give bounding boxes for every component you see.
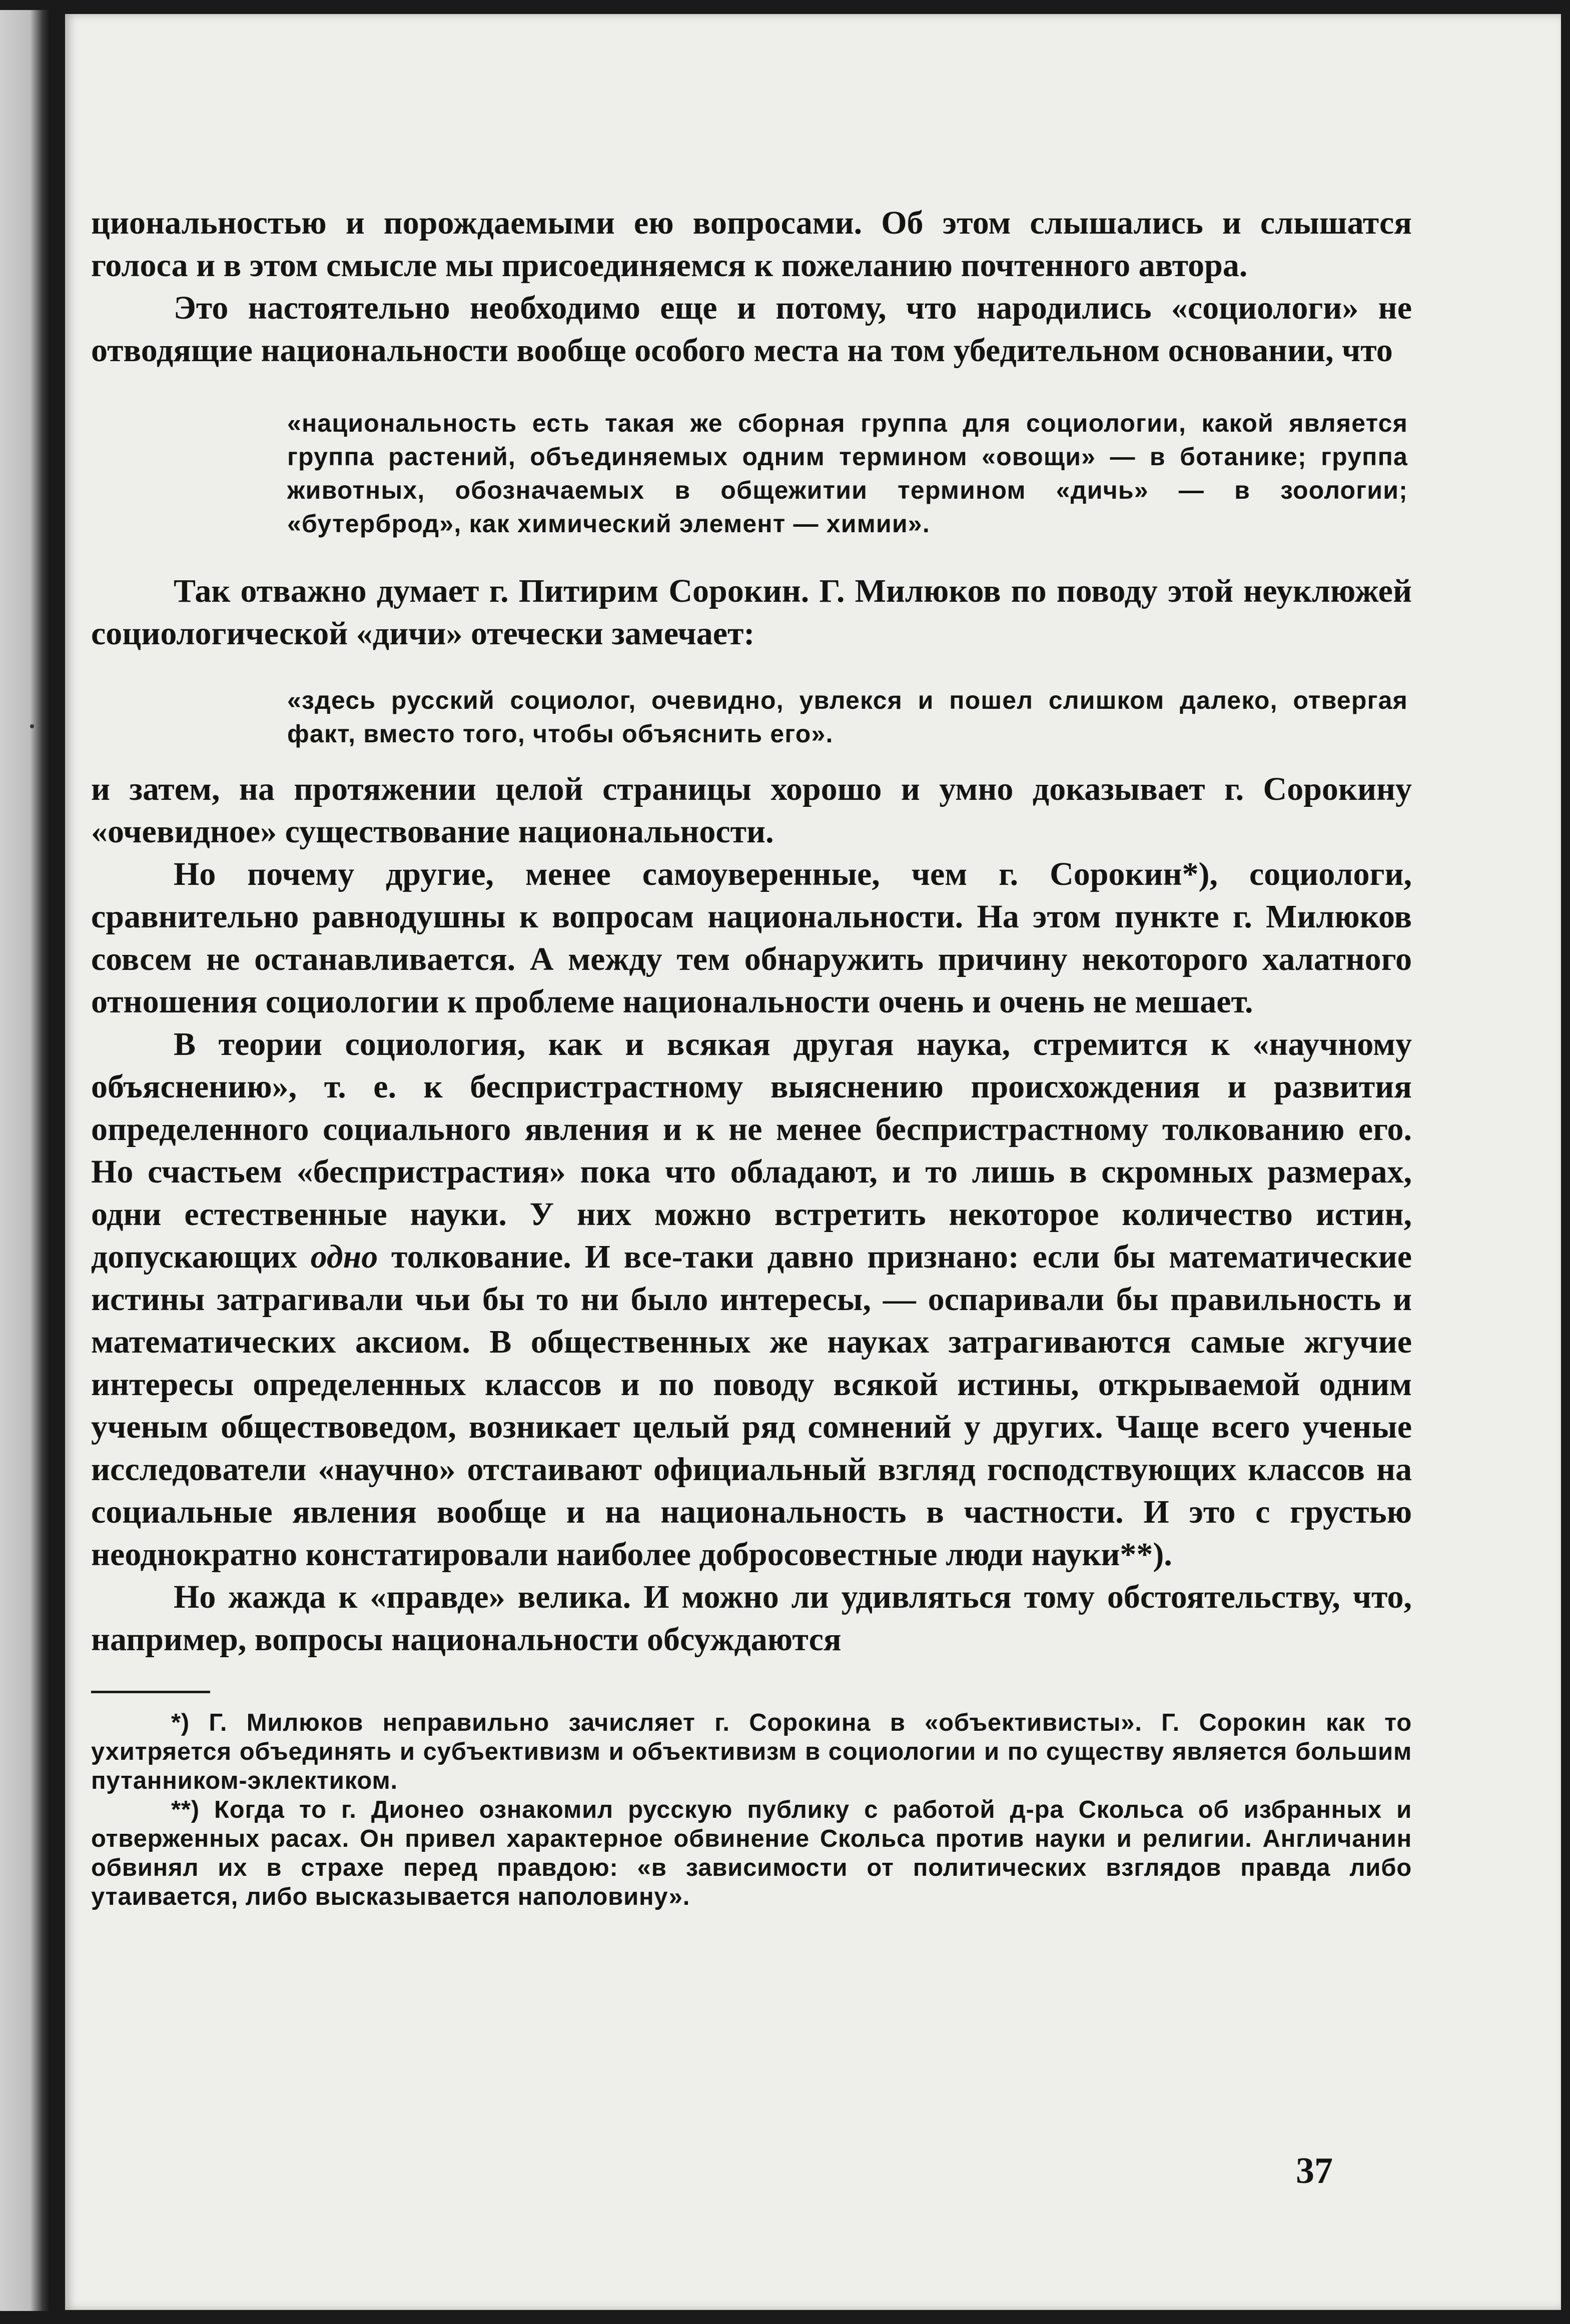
book-page: [65, 14, 1561, 2310]
paragraph-theory: [91, 1023, 1412, 1576]
paragraph-proof: и затем, на протяжении целой страницы хорошо и умно доказывает г. Сорокину «очевидное» существование национальности.: [91, 771, 1412, 850]
footnote-separator: [91, 1691, 210, 1693]
emphasis-odno: одно: [310, 1239, 378, 1275]
paragraph-indifference: Но почему другие, менее самоуверенные, чем г. Сорокин*), социологи, сравнительно равнодушны к вопросам национальности. На этом пункте г. Милюков совсем не останавливается. А между тем обнаружить причину некоторого халатного отношения социологии к проблеме национальности очень и очень не мешает.: [91, 856, 1412, 1020]
footnote-1: *) Г. Милюков неправильно зачисляет г. Сорокина в «объективисты». Г. Сорокин как то ухитряется объединять и субъективизм и объективизм в социологии и по существу является большим путанником-эклектиком.: [91, 1709, 1412, 1794]
paragraph-truth: Но жажда к «правде» велика. И можно ли удивляться тому обстоятельству, что, например, вопросы национальности обсуждаются: [91, 1579, 1412, 1658]
footnote-2: **) Когда то г. Дионео ознакомил русскую публику с работой д-ра Скольса об избранных и отверженных расах. Он привел характерное обвинение Скольса против науки и религии. Англичанин обвинял их в страхе перед правдою: «в зависимости от политических взглядов правда либо утаивается, либо высказывается наполовину».: [91, 1796, 1412, 1910]
left-page-edge: [0, 10, 50, 2311]
theory-text-end: толкование. И все-таки давно признано: если бы математические истины затрагивали чьи бы то ни было интересы, — оспаривали бы правильность и математических аксиом. В общественных же науках затрагиваются самые жгучие интересы определенных классов и по поводу всякой истины, открываемой одним ученым обществоведом, возникает целый ряд сомнений у других. Чаще всего ученые исследователи «научно» отстаивают официальный взгляд господствующих классов на социальные явления вообще и на национальность в частности. И это с грустью неоднократно констатировали наиболее добросовестные люди науки**).: [91, 1239, 1412, 1573]
page-number: 37: [1296, 2150, 1333, 2191]
quote-milyukov: «здесь русский социолог, очевидно, увлекся и пошел слишком далеко, отвергая факт, вместо того, чтобы объяснить его».: [287, 686, 1408, 748]
quote-sorokin: «национальность есть такая же сборная группа для социологии, какой является группа растений, объединяемых одним термином «овощи» — в ботанике; группа животных, обозначаемых в общежитии термином «дичь» — в зоологии; «бутерброд», как химический элемент — химии».: [287, 409, 1408, 538]
scan-speck: [30, 724, 34, 728]
theory-text-start: В теории социология, как и всякая другая наука, стремится к «научному объяснению», т. е. к беспристрастному выяснению происхождения и развития определенного социального явления и к не менее беспристрастному толкованию его. Но счастьем «беспристрастия» пока что обладают, и то лишь в скромных размерах, одни естественные науки. У них можно встретить некоторое количество истин, допускающих: [91, 1026, 1412, 1275]
paragraph-sociologists: Это настоятельно необходимо еще и потому, что народились «социологи» не отводящие национальности вообще особого места на том убедительном основании, что: [91, 290, 1412, 369]
paragraph-continuation: циональностью и порождаемыми ею вопросами. Об этом слышались и слышатся голоса и в этом смысле мы присоединяемся к пожеланию почтенного автора.: [91, 205, 1412, 284]
page-text: [91, 202, 1412, 1911]
paragraph-milyukov-remark: Так отважно думает г. Питирим Сорокин. Г. Милюков по поводу этой неуклюжей социологической «дичи» отечески замечает:: [91, 573, 1412, 652]
